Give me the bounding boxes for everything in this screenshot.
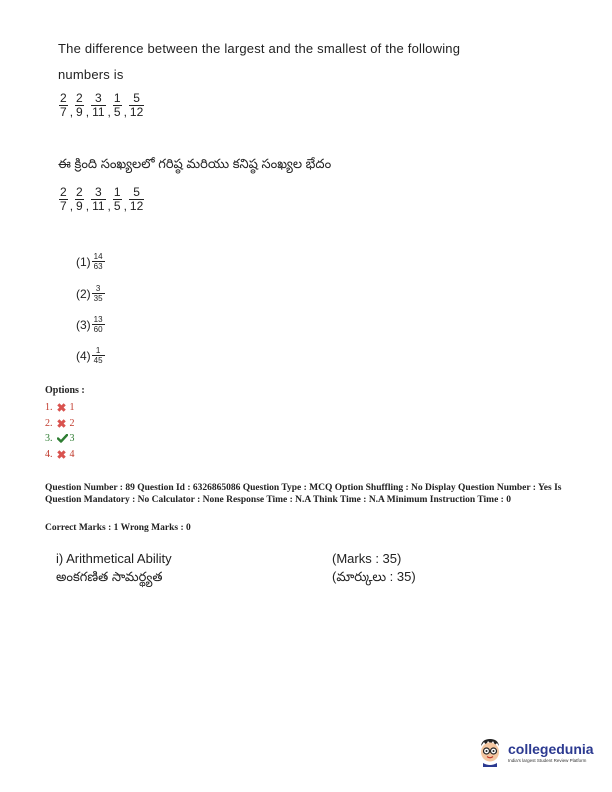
fraction: $\frac{1}{5}$ — [113, 185, 121, 213]
section-marks-telugu: (మార్కులు : 35) — [332, 569, 416, 584]
choice-fraction: $\frac{3}{35}$ — [93, 284, 103, 303]
choice-label: (4) — [76, 348, 91, 363]
fraction: $\frac{2}{9}$ — [76, 91, 83, 119]
collegedunia-logo — [476, 737, 594, 767]
choice-1 — [76, 252, 105, 271]
fraction: $\frac{2}{7}$ — [60, 185, 67, 213]
fraction-list: $\frac{2}{7}$ , $\frac{2}{9}$ , $\frac{3}{11}$ , $\frac{1}{5}$ , $\frac{5}{12}$ — [60, 91, 144, 119]
cross-icon — [57, 450, 66, 459]
question-text-telugu: ఈ క్రింది సంఖ్యలలో గరిష్ఠ మరియు కనిష్ఠ సంఖ్యల భేదం — [58, 156, 332, 171]
choice-3 — [76, 315, 105, 334]
choice-fraction: $\frac{13}{60}$ — [93, 315, 103, 334]
option-item: 1. 1 — [45, 402, 75, 414]
logo-wordmark: collegedunia — [508, 740, 594, 757]
choice-label: (2) — [76, 286, 91, 301]
fraction: $\frac{5}{12}$ — [129, 91, 144, 119]
choice-label: (3) — [76, 317, 91, 332]
choice-fraction: $\frac{14}{63}$ — [93, 252, 103, 271]
cross-icon — [57, 403, 66, 412]
check-icon — [57, 434, 66, 443]
choice-fraction: $\frac{1}{45}$ — [93, 346, 103, 365]
question-text-english: The difference between the largest and the smallest of the following numbers is — [58, 41, 461, 82]
marks-line: Correct Marks : 1 Wrong Marks : 0 — [45, 523, 191, 533]
cross-icon — [57, 419, 66, 428]
option-item: 2. 2 — [45, 417, 75, 429]
logo-tagline: India's largest Student Review Platform — [508, 757, 587, 763]
section-title-telugu: అంకగణిత సామర్థ్యత — [56, 569, 163, 584]
options-list — [45, 400, 75, 462]
mascot-icon — [476, 737, 504, 767]
fraction-list: $\frac{2}{7}$ , $\frac{2}{9}$ , $\frac{3}{11}$ , $\frac{1}{5}$ , $\frac{5}{12}$ — [60, 185, 144, 213]
fraction: $\frac{3}{11}$ — [92, 185, 105, 213]
section-marks-english: (Marks : 35) — [332, 551, 402, 566]
question-meta: Question Number : 89 Question Id : 6326865086 Question Type : MCQ Option Shuffling : No Display Question Number : Yes Is Question Mandatory : No Calculator : None Response Time : N.A Think Time : N.A Minimum Instruction Time : 0 — [45, 483, 562, 505]
options-heading: Options : — [45, 385, 85, 396]
choice-2 — [76, 284, 105, 303]
choice-4 — [76, 346, 105, 365]
fraction: $\frac{5}{12}$ — [129, 185, 144, 213]
fraction: $\frac{3}{11}$ — [92, 91, 105, 119]
choice-label: (1) — [76, 254, 91, 269]
fraction: $\frac{1}{5}$ — [113, 91, 121, 119]
option-item: 4. 4 — [45, 448, 75, 460]
section-title-english: i) Arithmetical Ability — [56, 551, 172, 566]
fraction: $\frac{2}{9}$ — [76, 185, 83, 213]
fraction: $\frac{2}{7}$ — [60, 91, 67, 119]
option-item: 3. 3 — [45, 433, 75, 445]
